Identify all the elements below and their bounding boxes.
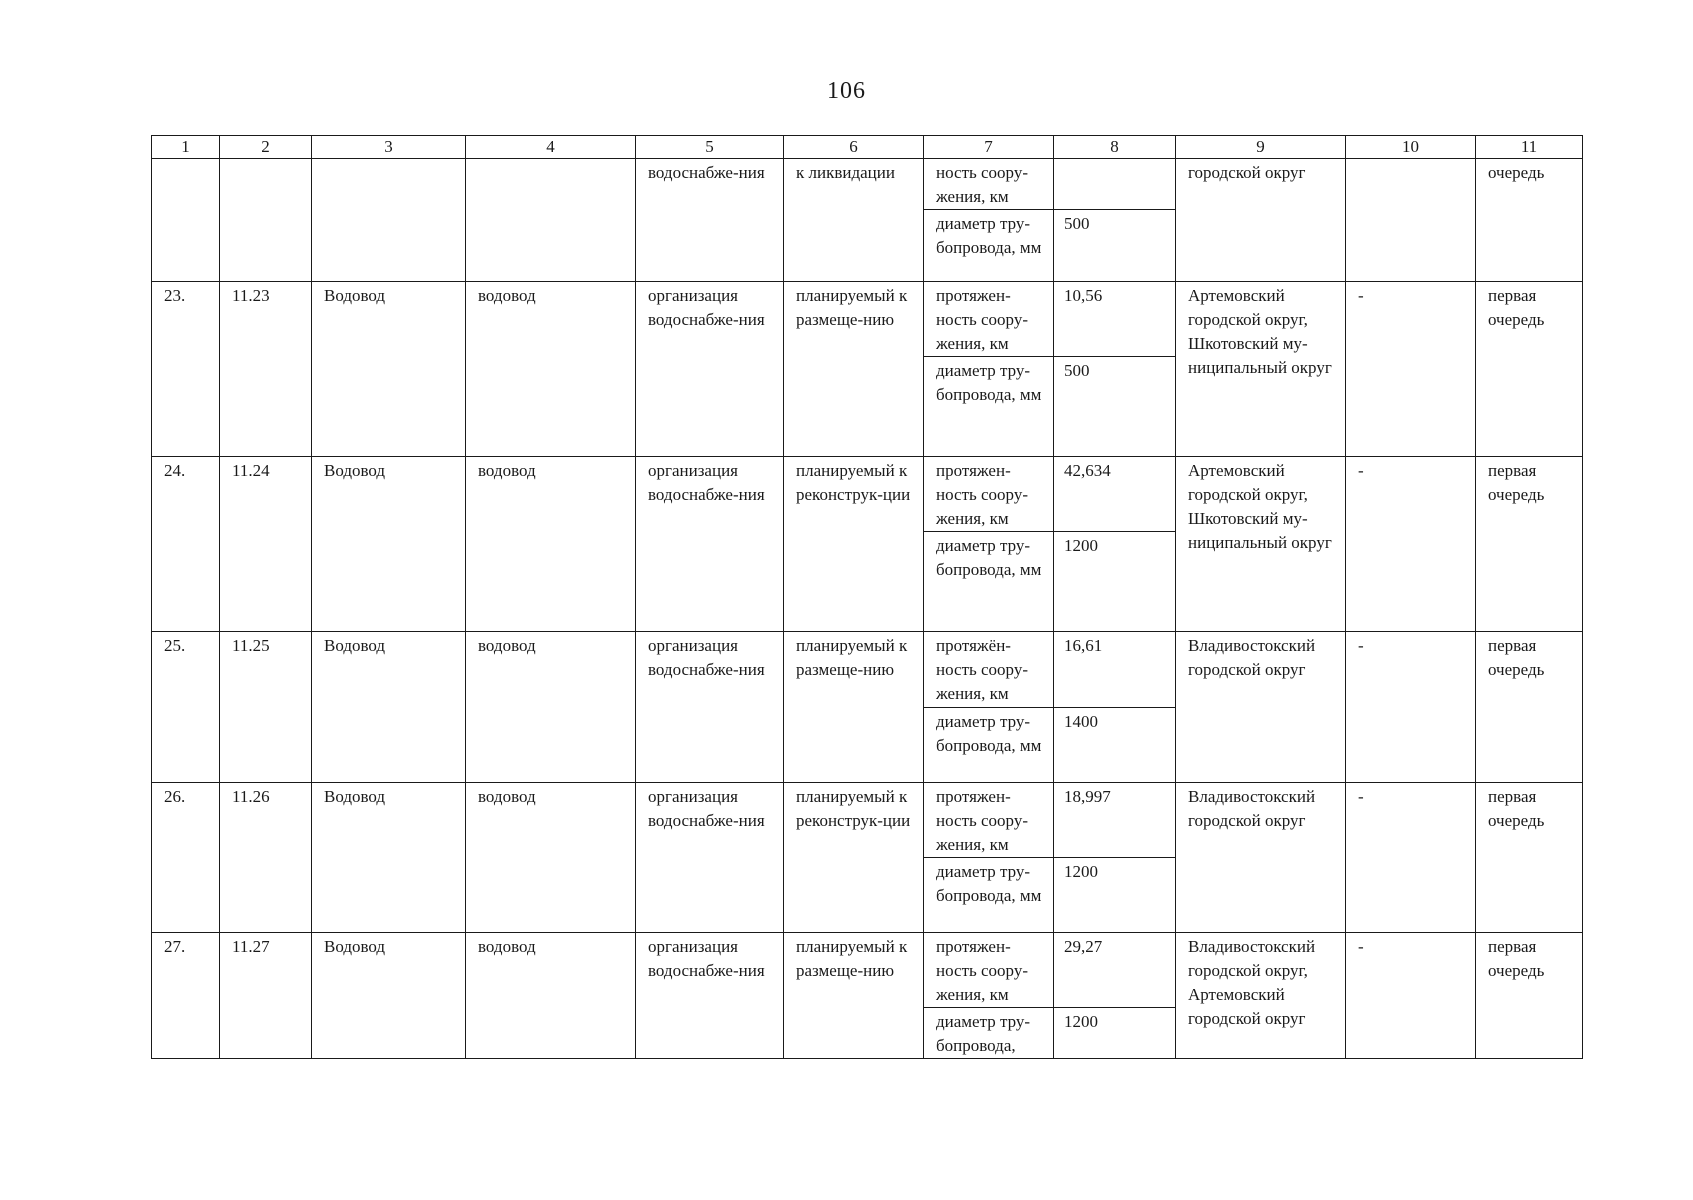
cell-param-length-value: 42,634 (1054, 457, 1176, 532)
cell-phase: первая очередь (1476, 783, 1583, 933)
column-header: 6 (784, 136, 924, 159)
column-header: 3 (312, 136, 466, 159)
cell-param-diameter-name: диаметр тру-бопровода, мм (924, 357, 1054, 457)
cell-param-diameter-value: 1200 (1054, 1008, 1176, 1059)
cell-name (312, 159, 466, 282)
cell-param-diameter-value: 500 (1054, 210, 1176, 282)
table-row (152, 282, 1583, 357)
cell-param-diameter-value: 1200 (1054, 532, 1176, 632)
cell-phase: первая очередь (1476, 457, 1583, 632)
cell-param-length-value: 10,56 (1054, 282, 1176, 357)
cell-name: Водовод (312, 632, 466, 783)
table-row (152, 933, 1583, 1008)
cell-zone: - (1346, 933, 1476, 1059)
cell-code: 11.26 (220, 783, 312, 933)
cell-zone: - (1346, 282, 1476, 457)
table-row-continuation (152, 159, 1583, 210)
cell-purpose: организация водоснабже-ния (636, 933, 784, 1059)
column-header: 9 (1176, 136, 1346, 159)
cell-param-length-name: ность соору-жения, км (924, 159, 1054, 210)
cell-type: водовод (466, 783, 636, 933)
cell-param-diameter-name: диаметр тру-бопровода, мм (924, 532, 1054, 632)
cell-num: 24. (152, 457, 220, 632)
cell-location: Владивостокский городской округ, Артемовский городской округ (1176, 933, 1346, 1059)
cell-param-length-name: протяжен-ность соору-жения, км (924, 783, 1054, 858)
cell-status: планируемый к размеще-нию (784, 632, 924, 783)
column-header: 7 (924, 136, 1054, 159)
table-row (152, 783, 1583, 858)
cell-name: Водовод (312, 933, 466, 1059)
page-number: 106 (827, 78, 866, 104)
cell-param-diameter-value: 500 (1054, 357, 1176, 457)
cell-param-diameter-value: 1400 (1054, 708, 1176, 783)
cell-location: городской округ (1176, 159, 1346, 282)
column-header: 2 (220, 136, 312, 159)
column-header: 4 (466, 136, 636, 159)
cell-num: 27. (152, 933, 220, 1059)
cell-purpose: организация водоснабже-ния (636, 632, 784, 783)
infrastructure-table (151, 135, 1583, 1059)
cell-purpose: организация водоснабже-ния (636, 282, 784, 457)
cell-param-diameter-name: диаметр тру-бопровода, мм (924, 858, 1054, 933)
cell-param-length-value: 29,27 (1054, 933, 1176, 1008)
cell-zone: - (1346, 457, 1476, 632)
cell-num: 25. (152, 632, 220, 783)
cell-phase: первая очередь (1476, 933, 1583, 1059)
cell-purpose: организация водоснабже-ния (636, 783, 784, 933)
cell-zone: - (1346, 783, 1476, 933)
cell-phase: очередь (1476, 159, 1583, 282)
column-header: 10 (1346, 136, 1476, 159)
cell-location: Артемовский городской округ, Шкотовский му-ниципальный округ (1176, 282, 1346, 457)
column-header: 8 (1054, 136, 1176, 159)
cell-param-length-value (1054, 159, 1176, 210)
column-header: 5 (636, 136, 784, 159)
cell-name: Водовод (312, 457, 466, 632)
cell-phase: первая очередь (1476, 282, 1583, 457)
cell-location: Артемовский городской округ, Шкотовский му-ниципальный округ (1176, 457, 1346, 632)
cell-param-length-name: протяжен-ность соору-жения, км (924, 282, 1054, 357)
cell-type: водовод (466, 933, 636, 1059)
cell-code: 11.27 (220, 933, 312, 1059)
cell-purpose: организация водоснабже-ния (636, 457, 784, 632)
cell-type: водовод (466, 457, 636, 632)
cell-num: 23. (152, 282, 220, 457)
cell-status: к ликвидации (784, 159, 924, 282)
cell-type (466, 159, 636, 282)
cell-name: Водовод (312, 783, 466, 933)
table-row (152, 632, 1583, 708)
column-header: 11 (1476, 136, 1583, 159)
cell-param-length-name: протяжен-ность соору-жения, км (924, 457, 1054, 532)
cell-param-diameter-name: диаметр тру-бопровода, мм (924, 210, 1054, 282)
cell-zone (1346, 159, 1476, 282)
cell-code: 11.23 (220, 282, 312, 457)
cell-num: 26. (152, 783, 220, 933)
cell-location: Владивостокский городской округ (1176, 783, 1346, 933)
cell-param-length-value: 18,997 (1054, 783, 1176, 858)
column-header: 1 (152, 136, 220, 159)
cell-code: 11.24 (220, 457, 312, 632)
cell-type: водовод (466, 282, 636, 457)
cell-phase: первая очередь (1476, 632, 1583, 783)
cell-code: 11.25 (220, 632, 312, 783)
cell-param-length-value: 16,61 (1054, 632, 1176, 708)
cell-param-diameter-name: диаметр тру-бопровода, (924, 1008, 1054, 1059)
cell-status: планируемый к размеще-нию (784, 933, 924, 1059)
cell-param-diameter-value: 1200 (1054, 858, 1176, 933)
cell-status: планируемый к реконструк-ции (784, 783, 924, 933)
table-row (152, 457, 1583, 532)
column-number-row (152, 136, 1583, 159)
cell-code (220, 159, 312, 282)
cell-num (152, 159, 220, 282)
cell-status: планируемый к размеще-нию (784, 282, 924, 457)
cell-param-diameter-name: диаметр тру-бопровода, мм (924, 708, 1054, 783)
cell-zone: - (1346, 632, 1476, 783)
cell-param-length-name: протяжен-ность соору-жения, км (924, 933, 1054, 1008)
cell-location: Владивостокский городской округ (1176, 632, 1346, 783)
cell-type: водовод (466, 632, 636, 783)
cell-param-length-name: протяжён-ность соору-жения, км (924, 632, 1054, 708)
cell-name: Водовод (312, 282, 466, 457)
cell-purpose: водоснабже-ния (636, 159, 784, 282)
cell-status: планируемый к реконструк-ции (784, 457, 924, 632)
